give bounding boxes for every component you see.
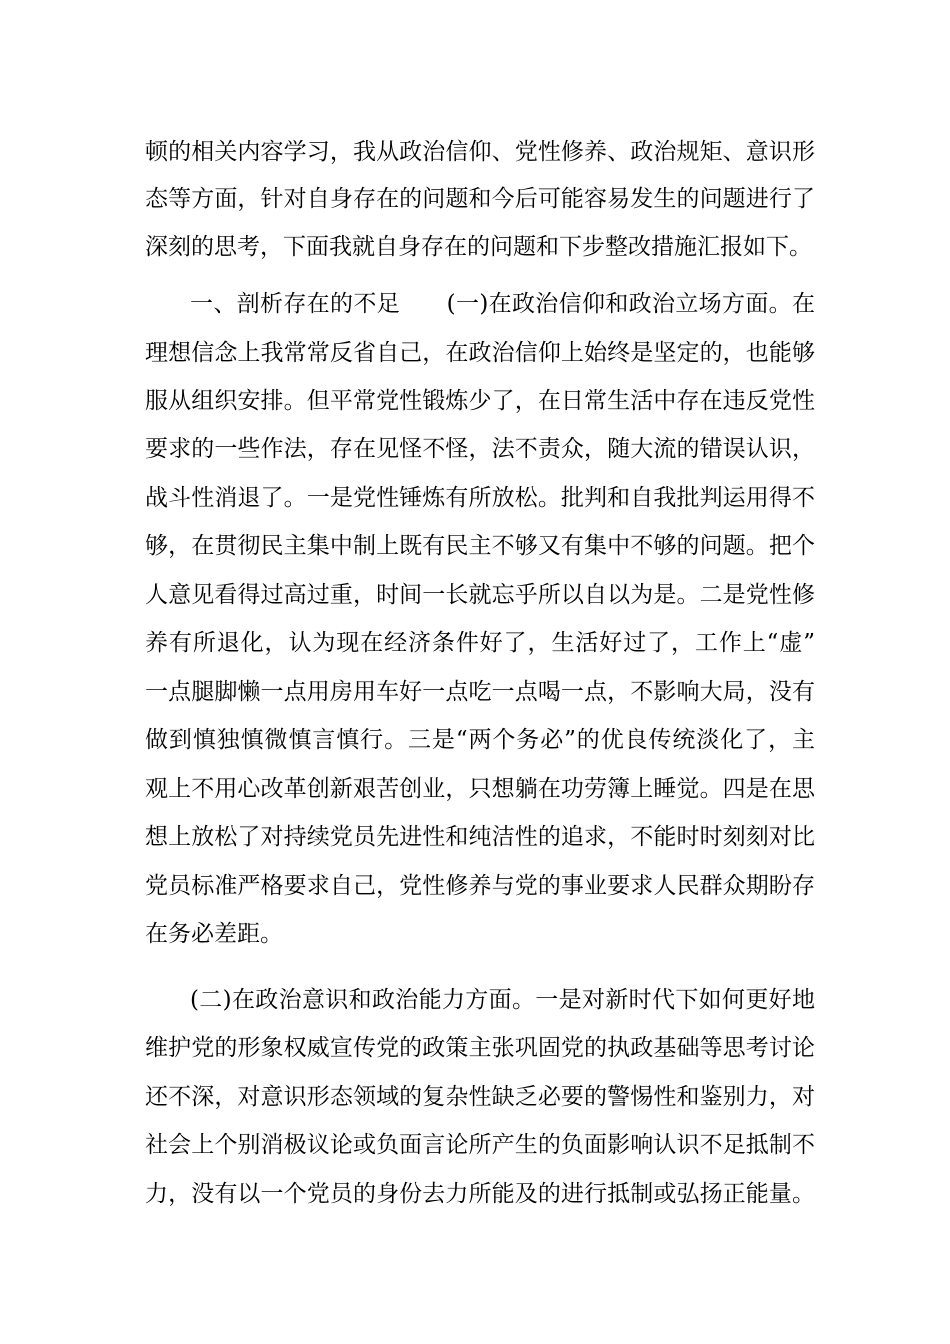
text-line-10: 人意见看得过高过重，时间一长就忘乎所以自以为是。二是党性修 [145,582,815,608]
text-line-15: 想上放松了对持续党员先进性和纯洁性的追求，不能时时刻刻对比 [145,824,815,850]
text-line-6: 服从组织安排。但平常党性锻炼少了，在日常生活中存在违反党性 [145,388,815,414]
text-line-9: 够，在贯彻民主集中制上既有民主不够又有集中不够的问题。把个 [145,533,815,559]
text-line-17: 在务必差距。 [145,921,283,947]
text-line-8: 战斗性消退了。一是党性锤炼有所放松。批判和自我批判运用得不 [145,485,815,511]
text-line-2: 态等方面，针对自身存在的问题和今后可能容易发生的问题进行了 [145,186,815,212]
text-line-3: 深刻的思考，下面我就自身存在的问题和下步整改措施汇报如下。 [145,234,812,260]
text-line-21: 社会上个别消极议论或负面言论所产生的负面影响认识不足抵制不 [145,1132,815,1158]
text-line-22: 力，没有以一个党员的身份去力所能及的进行抵制或弘扬正能量。 [145,1181,815,1207]
text-line-7: 要求的一些作法，存在见怪不怪，法不责众，随大流的错误认识， [145,436,815,462]
text-line-11: 养有所退化，认为现在经济条件好了，生活好过了，工作上“虚” [145,630,815,656]
text-line-13: 做到慎独慎微慎言慎行。三是“两个务必”的优良传统淡化了，主 [145,727,815,753]
text-line-16: 党员标准严格要求自己，党性修养与党的事业要求人民群众期盼存 [145,873,815,899]
text-line-14: 观上不用心改革创新艰苦创业，只想躺在功劳簿上睡觉。四是在思 [145,776,815,802]
text-line-18: (二)在政治意识和政治能力方面。一是对新时代下如何更好地 [190,987,815,1013]
text-line-20: 还不深，对意识形态领域的复杂性缺乏必要的警惕性和鉴别力，对 [145,1084,815,1110]
text-line-5: 理想信念上我常常反省自己，在政治信仰上始终是坚定的，也能够 [145,340,815,366]
text-line-12: 一点腿脚懒一点用房用车好一点吃一点喝一点，不影响大局，没有 [145,679,815,705]
text-line-4: 一、剖析存在的不足 (一)在政治信仰和政治立场方面。在 [190,291,815,317]
text-line-1: 顿的相关内容学习，我从政治信仰、党性修养、政治规矩、意识形 [145,139,815,165]
text-line-19: 维护党的形象权威宣传党的政策主张巩固党的执政基础等思考讨论 [145,1035,815,1061]
